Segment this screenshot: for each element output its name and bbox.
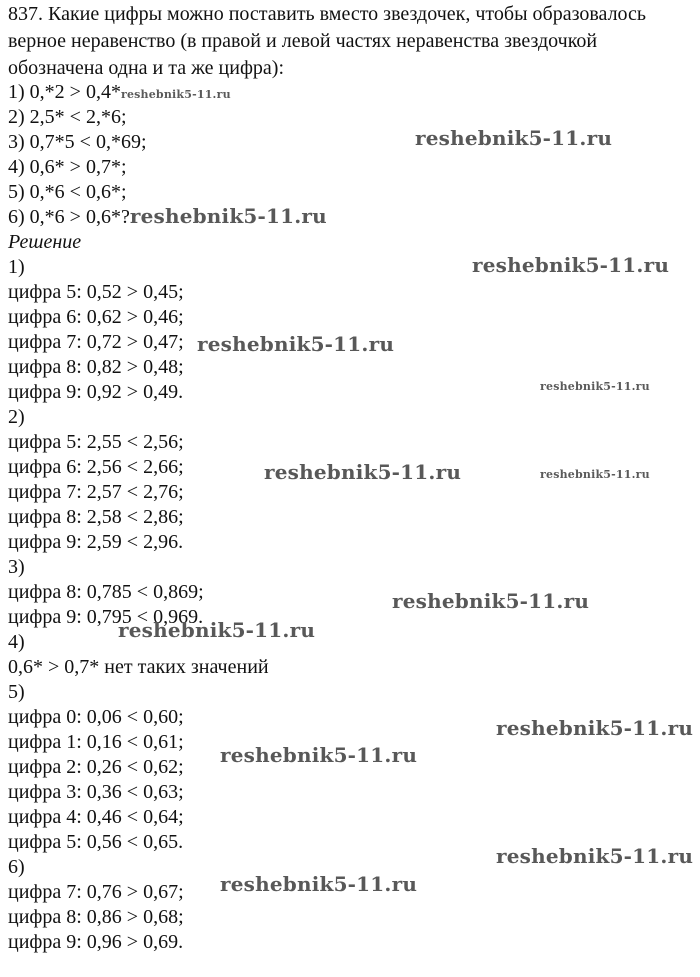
watermark: reshebnik5-11.ru <box>129 204 327 228</box>
watermark: reshebnik5-11.ru <box>120 88 231 101</box>
problem-line-1: 837. Какие цифры можно поставить вместо звездочек, чтобы образовалось <box>8 3 647 25</box>
solution-heading: Решение <box>8 231 82 253</box>
watermark: reshebnik5-11.ru <box>220 872 418 896</box>
problem-item-1-text: 1) 0,*2 > 0,4* <box>8 81 121 103</box>
problem-item-1 <box>8 80 231 104</box>
part-1-line-4: цифра 8: 0,82 > 0,48; <box>8 356 184 378</box>
watermark: reshebnik5-11.ru <box>540 468 650 481</box>
watermark: reshebnik5-11.ru <box>197 332 395 356</box>
part-1-line-5: цифра 9: 0,92 > 0,49. <box>8 381 184 403</box>
watermark: reshebnik5-11.ru <box>496 844 694 868</box>
part-5-line-6: цифра 5: 0,56 < 0,65. <box>8 831 184 853</box>
part-2-line-5: цифра 9: 2,59 < 2,96. <box>8 531 184 553</box>
watermark: reshebnik5-11.ru <box>264 460 462 484</box>
watermark: reshebnik5-11.ru <box>415 126 613 150</box>
part-1-line-2: цифра 6: 0,62 > 0,46; <box>8 306 184 328</box>
part-3-label: 3) <box>8 556 25 578</box>
part-2-label: 2) <box>8 406 25 428</box>
problem-item-4: 4) 0,6* > 0,7*; <box>8 156 127 178</box>
part-1-line-1: цифра 5: 0,52 > 0,45; <box>8 281 184 303</box>
part-1-line-3: цифра 7: 0,72 > 0,47; <box>8 331 184 353</box>
part-6-label: 6) <box>8 856 25 878</box>
problem-item-5: 5) 0,*6 < 0,6*; <box>8 181 127 203</box>
part-2-line-2: цифра 6: 2,56 < 2,66; <box>8 456 184 478</box>
part-4-label: 4) <box>8 631 25 653</box>
part-5-line-1: цифра 0: 0,06 < 0,60; <box>8 706 184 728</box>
part-2-line-1: цифра 5: 2,55 < 2,56; <box>8 431 184 453</box>
watermark: reshebnik5-11.ru <box>118 618 316 642</box>
problem-line-3: обозначена одна и та же цифра): <box>8 57 285 79</box>
problem-line-2: верное неравенство (в правой и левой частях неравенства звездочкой <box>8 30 598 52</box>
watermark: reshebnik5-11.ru <box>392 589 590 613</box>
part-5-line-5: цифра 4: 0,46 < 0,64; <box>8 806 184 828</box>
part-5-line-2: цифра 1: 0,16 < 0,61; <box>8 731 184 753</box>
watermark: reshebnik5-11.ru <box>472 253 670 277</box>
problem-item-3: 3) 0,7*5 < 0,*69; <box>8 131 147 153</box>
part-5-line-3: цифра 2: 0,26 < 0,62; <box>8 756 184 778</box>
part-6-line-3: цифра 9: 0,96 > 0,69. <box>8 931 184 953</box>
part-4-line-1: 0,6* > 0,7* нет таких значений <box>8 656 269 678</box>
watermark: reshebnik5-11.ru <box>220 743 418 767</box>
part-5-line-4: цифра 3: 0,36 < 0,63; <box>8 781 184 803</box>
part-5-label: 5) <box>8 681 25 703</box>
problem-item-6-text: 6) 0,*6 > 0,6*? <box>8 206 130 228</box>
part-3-line-1: цифра 8: 0,785 < 0,869; <box>8 581 204 603</box>
part-3-line-2: цифра 9: 0,795 < 0,969. <box>8 606 204 628</box>
watermark: reshebnik5-11.ru <box>540 380 650 393</box>
part-6-line-2: цифра 8: 0,86 > 0,68; <box>8 906 184 928</box>
part-6-line-1: цифра 7: 0,76 > 0,67; <box>8 881 184 903</box>
part-2-line-3: цифра 7: 2,57 < 2,76; <box>8 481 184 503</box>
part-1-label: 1) <box>8 256 25 278</box>
watermark: reshebnik5-11.ru <box>496 716 694 740</box>
part-2-line-4: цифра 8: 2,58 < 2,86; <box>8 506 184 528</box>
problem-item-2: 2) 2,5* < 2,*6; <box>8 106 127 128</box>
problem-item-6 <box>8 205 327 229</box>
